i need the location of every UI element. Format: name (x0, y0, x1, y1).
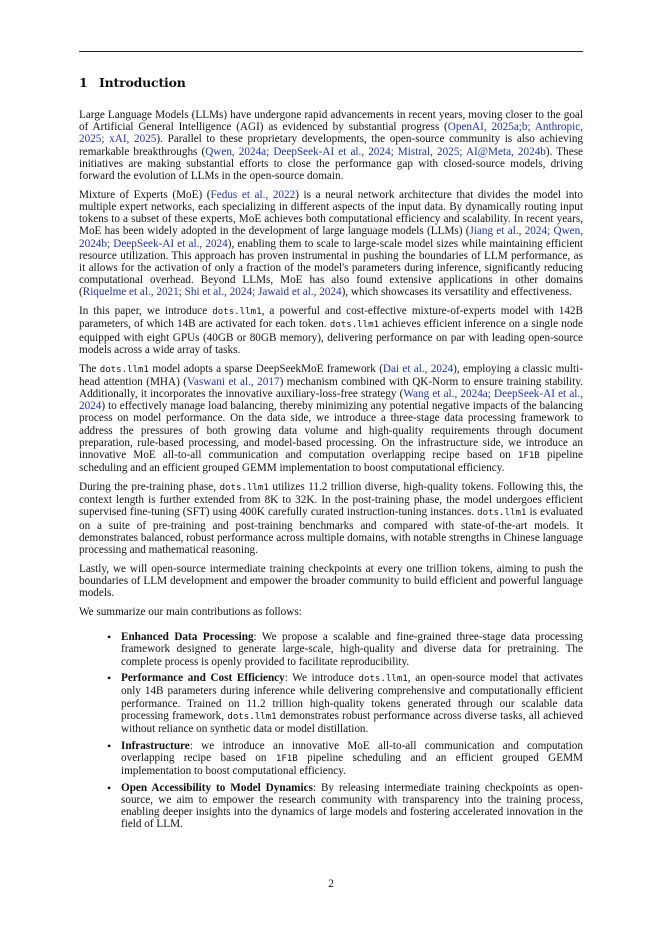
paragraph-training (79, 481, 583, 556)
citation-link[interactable]: Jiang et al., 2024; (469, 225, 551, 238)
bullet-title: Open Accessibility to Model Dynamics (121, 781, 313, 794)
section-number: 1 (79, 75, 88, 90)
contributions-list (79, 631, 583, 830)
text: model adopts a sparse DeepSeekMoE framework ( (149, 362, 383, 375)
paragraph-moe (79, 189, 583, 299)
paragraph-summary-intro: We summarize our main contributions as follows: (79, 606, 302, 619)
pipeline-code: 1F1B (517, 451, 540, 462)
text: In this paper, we introduce (79, 305, 213, 318)
citation-link[interactable]: DeepSeek-AI et al., 2024 (79, 388, 584, 413)
text: During the pre-training phase, (79, 481, 220, 494)
text: : By releasing intermediate training checkpoints as open-source, we aim to empower the research community with transparency into the training process, enabling deeper insights into the dynamics of large models and fostering accelerated innovation in the field of LLM. (121, 781, 583, 831)
text: : We propose a scalable and fine-grained three-stage data processing framework designed to generate large-scale, high-quality and diverse data for pretraining. The complete process is openly provided to facilitate reproducibility. (121, 631, 583, 668)
citation-link[interactable]: Mistral, 2025; (397, 145, 463, 158)
text: ), which showcases its versatility and effectiveness. (341, 286, 572, 299)
paragraph-introduce-model (79, 305, 583, 356)
model-name-code: dots.llm1 (227, 711, 277, 722)
list-item (121, 740, 583, 778)
citation-link[interactable]: Qwen, 2024b; (79, 225, 583, 250)
citation-link[interactable]: Shi et al., 2024; (184, 286, 256, 299)
section-heading (79, 74, 583, 92)
text: Large Language Models (LLMs) have undergone rapid advancements in recent years, moving closer to the goal of Artificial General Intelligence (AGI) as evidenced by substantial progress ( (79, 109, 583, 134)
paragraph-open-source: Lastly, we will open-source intermediate training checkpoints at every one trillion tokens, aiming to push the boundaries of LLM development and empower the broader community to build efficient and powerful language models. (79, 562, 583, 600)
text: achieves efficient inference on a single node equipped with eight GPUs (40GB or 80GB memory), delivering performance on par with leading open-source models across a wide array of tasks. (79, 318, 583, 356)
bullet-title: Enhanced Data Processing (121, 631, 254, 644)
citation-link[interactable]: Jawaid et al., 2024 (258, 286, 342, 299)
list-item (121, 672, 583, 735)
citation-link[interactable]: DeepSeek-AI et al., 2024 (113, 237, 228, 250)
text: ), enabling them to scale to large-scale model sizes while maintaining efficient resource utilization. This approach has proven instrumental in pushing the boundaries of LLM performance, as it allows for the activation of only a fraction of the model's parameters during inference, significantly reducing computational overhead. Beyond LLMs, MoE has also found extensive applications in other domains ( (79, 237, 583, 299)
text: : we introduce an innovative MoE all-to-all communication and computation overlapping recipe based on (121, 739, 583, 764)
text: is evaluated on a suite of pre-training and post-training benchmarks and compared with state-of-the-art models. It demonstrates balanced, robust performance across multiple domains, with notable strengths in Chinese language processing and mathematical reasoning. (79, 506, 583, 557)
page-body (79, 74, 583, 835)
model-name-code: dots.llm1 (219, 483, 269, 494)
text: The (79, 362, 100, 375)
text: ). Parallel to these proprietary developments, the open-source community is also achieving remarkable breakthroughs ( (79, 133, 584, 158)
text: , a powerful and cost-effective mixture-of-experts model with 142B parameters, of which 14B are activated for each token. (79, 305, 583, 331)
model-name-code: dots.llm1 (212, 307, 262, 318)
model-name-code: dots.llm1 (99, 364, 150, 375)
bullet-title: Performance and Cost Efficiency (121, 672, 285, 685)
text: , an open-source model that activates only 14B parameters during inference while delivering comprehensive and computationally efficient performance. Trained on 11.2 trillion high-quality tokens generated through our scalable data processing framework, (121, 672, 583, 722)
citation-link[interactable]: DeepSeek-AI et al., 2024; (273, 145, 394, 158)
header-rule (79, 51, 583, 52)
model-name-code: dots.llm1 (329, 320, 380, 331)
citation-link[interactable]: Wang et al., 2024a; (403, 388, 491, 401)
text: demonstrates robust performance across diverse tasks, all achieved without reliance on synthetic data or model distillation. (121, 709, 583, 736)
pipeline-code: 1F1B (275, 753, 298, 764)
model-name-code: dots.llm1 (477, 508, 527, 519)
citation-link[interactable]: OpenAI, 2025a;b; (447, 121, 531, 134)
bullet-title: Infrastructure (121, 739, 190, 752)
citation-link[interactable]: Anthropic, 2025; (79, 121, 583, 146)
text: pipeline scheduling and an efficient grouped GEMM implementation to boost computational efficiency. (79, 449, 583, 475)
citation-link[interactable]: Dai et al., 2024 (382, 362, 454, 375)
citation-link[interactable]: Qwen, 2024a; (205, 145, 270, 158)
text: utilizes 11.2 trillion diverse, high-quality tokens. Following this, the context length is further extended from 8K to 32K. In the post-training phase, the model undergoes efficient supervised fine-tuning (SFT) using 400K carefully curated instruction-tuning instances. (79, 481, 583, 519)
paragraph-architecture (79, 363, 583, 475)
citation-link[interactable]: Fedus et al., 2022 (210, 188, 296, 201)
citation-link[interactable]: Riquelme et al., 2021; (82, 286, 182, 299)
text: ) mechanism combined with QK-Norm to ensure training stability. Additionally, it incorporates the innovative auxiliary-loss-free strategy ( (79, 375, 584, 401)
text: : We introduce (284, 672, 359, 685)
page-number: 2 (328, 878, 334, 890)
citation-link[interactable]: xAI, 2025 (109, 133, 157, 146)
model-name-code: dots.llm1 (358, 674, 408, 685)
text: ) is a neural network architecture that divides the model into multiple expert networks, each specializing in different aspects of the input data. By dynamically routing input tokens to a subset of these experts, MoE achieves both computational efficiency and scalability. In recent years, MoE has been widely adopted in the development of large language models (LLMs) ( (79, 188, 583, 238)
text: ). These initiatives are making substantial efforts to close the performance gap with closed-source models, driving forward the evolution of LLMs in the open-source domain. (79, 145, 584, 183)
citation-link[interactable]: AI@Meta, 2024b (465, 145, 546, 158)
text: Mixture of Experts (MoE) ( (79, 188, 211, 201)
section-title: Introduction (99, 75, 186, 90)
text: pipeline scheduling and an efficient grouped GEMM implementation to boost computational efficiency. (121, 751, 583, 778)
text: ) to effectively manage load balancing, thereby minimizing any potential negative impacts of the balancing process on model performance. On the data side, we introduce a three-stage data processing framework to address the pressures of both growing data volume and high-quality requirements through document preparation, rule-based processing, and model-based processing. On the infrastructure side, we introduce an innovative MoE all-to-all communication and computation overlapping recipe based on (79, 400, 583, 462)
citation-link[interactable]: Vaswani et al., 2017 (187, 375, 280, 388)
list-item (121, 631, 583, 668)
text: ), employing a classic multi-head attention (MHA) ( (79, 362, 583, 388)
list-item (121, 782, 583, 831)
paragraph-llm-progress (79, 109, 583, 182)
